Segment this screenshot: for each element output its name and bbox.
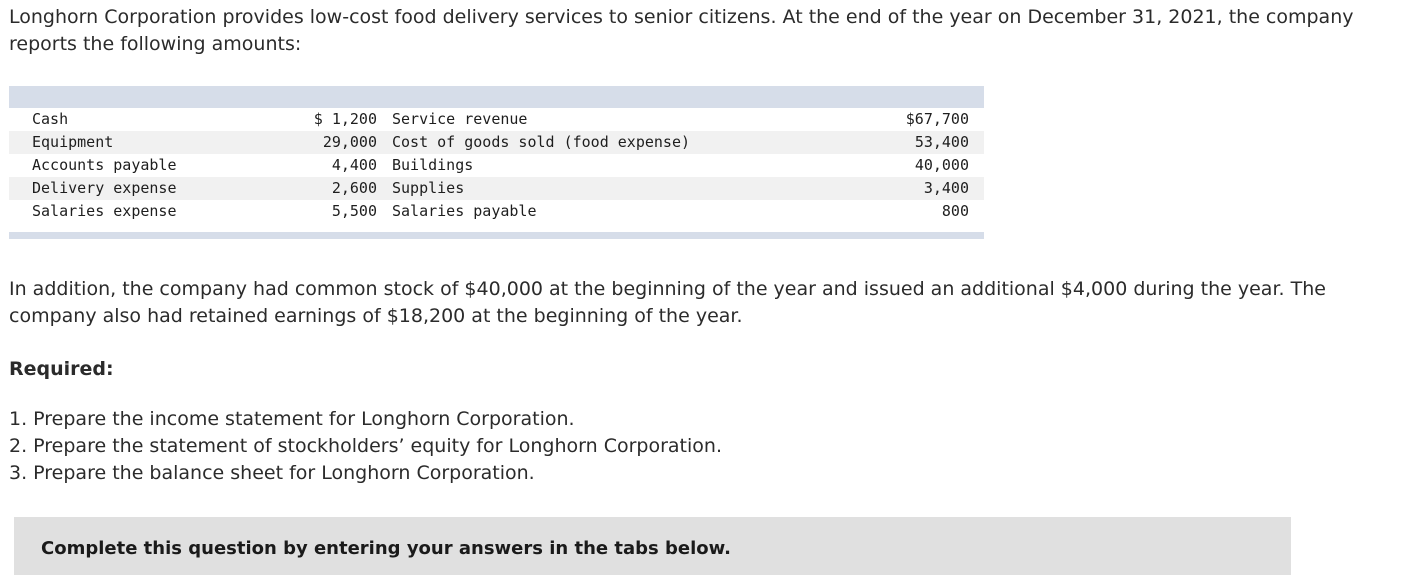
right-account-label: Service revenue (392, 110, 528, 128)
left-account-label: Delivery expense (32, 179, 177, 197)
left-account-amount: 4,400 (331, 156, 377, 174)
left-account-label: Accounts payable (32, 156, 177, 174)
left-account-amount: 29,000 (322, 133, 377, 151)
problem-intro: Longhorn Corporation provides low-cost food delivery services to senior citizens. At the end of the year on December 31, 2021, the company reports the following amounts: (9, 6, 1354, 55)
right-account-label: Supplies (392, 179, 465, 197)
table-row (9, 154, 984, 177)
table-row (9, 177, 984, 200)
tabs-instruction-text: Complete this question by entering your answers in the tabs below. (41, 538, 731, 559)
table-row (9, 108, 984, 131)
tabs-instruction-box (14, 517, 1291, 575)
left-account-label: Salaries expense (32, 202, 177, 220)
table-top-band (9, 86, 984, 108)
table-bottom-band (9, 232, 984, 239)
right-account-label: Salaries payable (392, 202, 537, 220)
left-account-label: Equipment (32, 133, 114, 151)
task-item: 2. Prepare the statement of stockholders’ equity for Longhorn Corporation. (9, 435, 722, 457)
left-account-label: Cash (32, 110, 69, 128)
task-item: 1. Prepare the income statement for Longhorn Corporation. (9, 408, 575, 430)
left-account-amount: $ 1,200 (313, 110, 377, 128)
right-account-amount: 3,400 (923, 179, 969, 197)
required-heading: Required: (9, 358, 114, 380)
right-account-amount: $67,700 (905, 110, 969, 128)
right-account-amount: 40,000 (914, 156, 969, 174)
right-account-label: Buildings (392, 156, 474, 174)
left-account-amount: 5,500 (331, 202, 377, 220)
right-account-amount: 800 (941, 202, 969, 220)
additional-info: In addition, the company had common stock of $40,000 at the beginning of the year and issued an additional $4,000 during the year. The company also had retained earnings of $18,200 at the beginning of the year. (9, 278, 1326, 327)
accounts-table (9, 86, 984, 239)
left-account-amount: 2,600 (331, 179, 377, 197)
table-row (9, 131, 984, 154)
table-row (9, 200, 984, 223)
task-item: 3. Prepare the balance sheet for Longhorn Corporation. (9, 462, 535, 484)
task-list (9, 406, 722, 487)
right-account-amount: 53,400 (914, 133, 969, 151)
right-account-label: Cost of goods sold (food expense) (392, 133, 691, 151)
